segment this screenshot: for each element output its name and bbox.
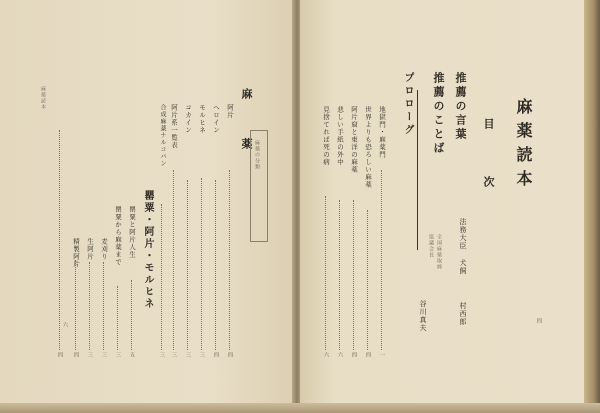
page-number: 三 bbox=[185, 352, 191, 357]
leader-line bbox=[131, 280, 132, 350]
page-number: 三 bbox=[115, 352, 121, 357]
author-3-line2: 協議会長 bbox=[428, 234, 434, 258]
page-number: 三 bbox=[159, 352, 165, 357]
leader-line bbox=[201, 178, 202, 350]
page-number: 五 bbox=[129, 352, 135, 357]
leader-line bbox=[103, 262, 104, 350]
toc-item: 罌粟から麻薬まで bbox=[114, 206, 122, 266]
page-number: 四 bbox=[227, 352, 233, 357]
leader-line bbox=[215, 180, 216, 350]
page-number: 一 bbox=[379, 352, 385, 357]
author-1: 法務大臣 犬飼 bbox=[459, 218, 467, 275]
toc-item: モルヒネ bbox=[198, 104, 206, 134]
page-edges-bottom bbox=[0, 403, 600, 413]
toc-sub-item: 世界よりも恐ろしい麻薬 bbox=[364, 106, 372, 189]
running-head: 麻薬読本 bbox=[40, 86, 46, 110]
author-2: 村西郎 bbox=[459, 302, 467, 326]
page-number: 三 bbox=[87, 352, 93, 357]
leader-line bbox=[353, 200, 354, 350]
leader-line bbox=[367, 210, 368, 350]
leader-line bbox=[117, 286, 118, 350]
toc-item: 合成麻薬ナルコパン bbox=[159, 104, 166, 167]
toc-heading-1: 目 bbox=[482, 118, 495, 132]
corner-page-number: 六 bbox=[62, 322, 68, 327]
page-number: 四 bbox=[73, 352, 79, 357]
leader-line bbox=[229, 170, 230, 350]
toc-entry-3: プロローグ bbox=[402, 72, 413, 137]
separator-rule bbox=[417, 90, 418, 250]
leader-line bbox=[161, 204, 162, 350]
page-number: 三 bbox=[101, 352, 107, 357]
toc-item: 精製阿片 bbox=[72, 238, 80, 268]
page-number: 六 bbox=[337, 352, 343, 357]
leader-line bbox=[325, 196, 326, 350]
book-title: 麻薬読本 bbox=[514, 98, 533, 194]
page-edges-right bbox=[584, 0, 600, 413]
page-number: 四 bbox=[57, 352, 63, 357]
toc-item: コカイン bbox=[184, 104, 192, 134]
toc-heading-2: 次 bbox=[482, 176, 495, 190]
author-3-name: 谷川真夫 bbox=[419, 300, 427, 332]
page-number: 四 bbox=[365, 352, 371, 357]
toc-item: 罌粟と阿片人生 bbox=[128, 206, 136, 259]
toc-item: ヘロイン bbox=[212, 104, 220, 134]
toc-sub-item: 見捨てれば死の病 bbox=[322, 106, 330, 166]
toc-item: 阿片系一覧表 bbox=[170, 104, 178, 149]
page-number: 四 bbox=[351, 352, 357, 357]
page-number: 三 bbox=[171, 352, 177, 357]
leader-line bbox=[381, 170, 382, 350]
toc-entry-1: 推薦の言葉 bbox=[454, 72, 467, 142]
leader-line bbox=[89, 262, 90, 350]
section-heading-1: 麻 bbox=[240, 88, 253, 102]
leader-line bbox=[187, 180, 188, 350]
left-page bbox=[0, 0, 296, 413]
section-heading-1b: 薬 bbox=[240, 138, 253, 152]
page-number: 三 bbox=[199, 352, 205, 357]
right-page bbox=[300, 0, 584, 413]
page-number: 六 bbox=[323, 352, 329, 357]
leader-line bbox=[173, 170, 174, 350]
toc-item: 阿片 bbox=[226, 104, 234, 119]
toc-sub-item: 悲しい手紙の外中 bbox=[336, 106, 344, 166]
author-3-line1: 全国麻薬取締 bbox=[436, 234, 442, 270]
section-heading-2: 罌粟・阿片・モルヒネ bbox=[142, 190, 153, 310]
toc-item: 麦刈り bbox=[100, 238, 108, 261]
toc-entry-2: 推薦のことば bbox=[432, 72, 445, 156]
toc-item: 生阿片 bbox=[86, 238, 94, 261]
toc-sub-item: 阿片窟と東洋の麻薬 bbox=[350, 106, 358, 174]
boxed-label: 麻薬の分類 bbox=[254, 140, 260, 170]
leader-line bbox=[339, 200, 340, 350]
toc-sub-item: 地獄門・麻薬門 bbox=[378, 106, 386, 159]
page-mark: 四 bbox=[536, 318, 542, 323]
leader-line bbox=[59, 130, 60, 350]
page-number: 四 bbox=[213, 352, 219, 357]
leader-line bbox=[75, 260, 76, 350]
